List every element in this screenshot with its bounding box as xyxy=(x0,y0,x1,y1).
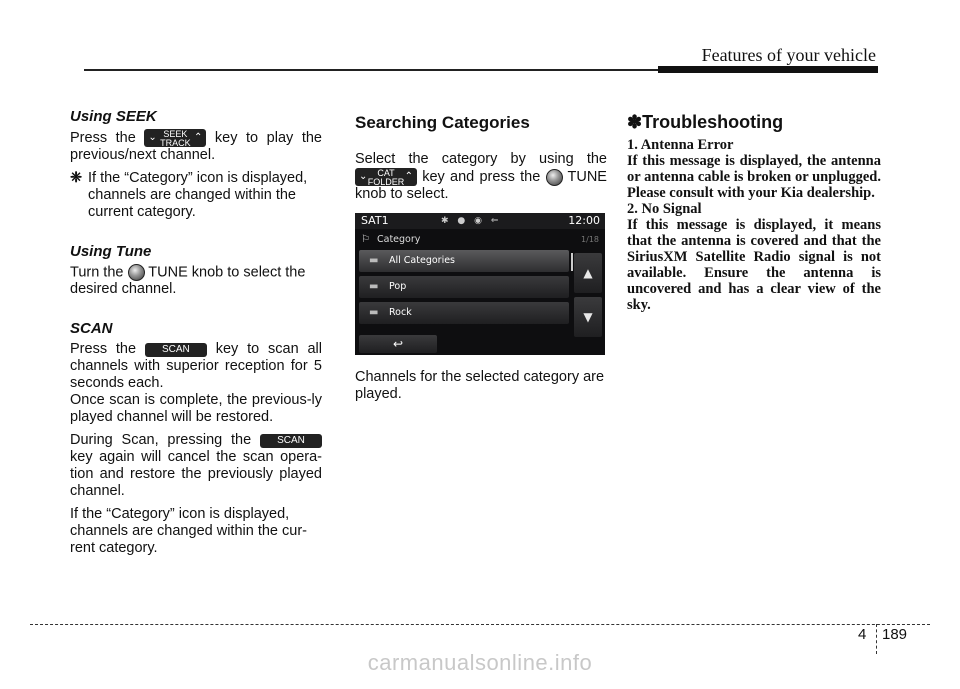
cat-key-top: CAT xyxy=(377,168,395,178)
scan-text-e: key again will cancel the scan opera-tion and restore the previously played channel. xyxy=(70,449,322,500)
seek-text-b: key to play the previous/next channel. xyxy=(70,129,322,163)
scan-text-d: During Scan, pressing the xyxy=(70,432,252,449)
scan-category-paragraph: If the “Category” icon is displayed, channels are changed within the cur-rent category. xyxy=(70,506,307,557)
note-mark-icon: ❈ xyxy=(70,170,83,186)
seek-key-top: SEEK xyxy=(163,129,188,139)
category-text-b: key and press the xyxy=(422,168,541,185)
tune-text-a: Turn the xyxy=(70,264,124,281)
screen-list-item-label: Pop xyxy=(389,281,407,292)
scan-text-c: Once scan is complete, the previous-ly played channel will be restored. xyxy=(70,392,322,426)
status-icons: ✱ ● ◉ ⇐ xyxy=(441,216,502,226)
scan-key-icon-2: SCAN xyxy=(260,434,322,448)
header-title: Features of your vehicle xyxy=(701,45,876,65)
scan-heading: SCAN xyxy=(70,320,113,338)
troubleshooting-heading xyxy=(627,114,881,131)
antenna-error-text: If this message is displayed, the antenna or antenna cable is broken or unplugged. Please consult with your Kia dealership. xyxy=(627,153,881,201)
column-middle xyxy=(355,108,607,409)
folder-icon: ▬ xyxy=(369,281,379,292)
category-tag-icon: ⚐ xyxy=(361,234,370,245)
back-arrow-icon: ↩ xyxy=(359,335,437,353)
radio-screen-image xyxy=(355,213,605,355)
screen-band: SAT1 xyxy=(361,214,389,227)
scan-key-icon: SCAN xyxy=(145,343,207,357)
screen-list-item xyxy=(359,276,569,298)
cat-key-bottom: FOLDER xyxy=(367,177,405,187)
screen-time: 12:00 xyxy=(568,214,600,227)
no-signal-title: 2. No Signal xyxy=(627,201,702,217)
scan-text-a: Press the xyxy=(70,341,137,358)
scan-text-b: key to scan all channels with superior reception for 5 seconds each. xyxy=(70,341,322,392)
footer-rule xyxy=(30,624,930,625)
screen-status-bar xyxy=(355,213,605,229)
screen-list-item-label: Rock xyxy=(389,307,412,318)
no-signal-text: If this message is displayed, it means that the antenna is covered and that the SiriusXM Satellite Radio signal is not available. Ensure the antenna is uncovered and has a clear view of the sky. xyxy=(627,217,881,313)
seek-note xyxy=(70,170,322,221)
screen-scrollbar xyxy=(571,253,573,271)
screen-page-indicator: 1/18 xyxy=(581,235,599,244)
page-number: 189 xyxy=(882,626,908,643)
tune-knob-icon xyxy=(128,264,145,281)
tune-text-b: TUNE knob to select the desired channel. xyxy=(70,264,306,298)
seek-paragraph xyxy=(70,129,322,164)
watermark: carmanualsonline.info xyxy=(367,650,593,675)
troubleshooting-mark-icon: ✽ xyxy=(627,112,643,132)
tune-knob-icon-2 xyxy=(546,169,563,186)
seek-heading: Using SEEK xyxy=(70,108,157,125)
chapter-number: 4 xyxy=(858,626,867,643)
screen-caption: Channels for the selected category are played. xyxy=(355,369,605,402)
seek-note-text: If the “Category” icon is displayed, channels are changed within the current category. xyxy=(88,170,308,220)
antenna-error-title: 1. Antenna Error xyxy=(627,137,734,153)
screen-list-item xyxy=(359,250,569,272)
screen-list-item-label: All Categories xyxy=(389,255,456,266)
scan-cancel-paragraph xyxy=(70,432,322,500)
folder-icon: ▬ xyxy=(369,255,379,266)
category-paragraph xyxy=(355,151,607,203)
screen-category-label: Category xyxy=(377,234,421,245)
seek-text-a: Press the xyxy=(70,129,136,146)
troubleshooting-title: Troubleshooting xyxy=(642,112,784,132)
screen-list-item xyxy=(359,302,569,324)
folder-icon: ▬ xyxy=(369,307,379,318)
tune-heading: Using Tune xyxy=(70,243,152,260)
scroll-up-arrow-icon: ▲ xyxy=(574,253,602,293)
troubleshooting-body xyxy=(627,137,881,313)
page-header xyxy=(0,0,960,80)
screen-category-row xyxy=(359,232,603,248)
category-text-a: Select the category by using the xyxy=(355,151,607,167)
seek-track-key-icon: ⌄ SEEK TRACK ⌃ xyxy=(144,129,206,147)
searching-categories-heading: Searching Categories xyxy=(355,113,530,132)
seek-key-bottom: TRACK xyxy=(160,138,191,148)
column-left xyxy=(70,108,322,563)
category-text-c: TUNE knob to select. xyxy=(355,168,607,202)
scroll-down-arrow-icon: ▼ xyxy=(574,297,602,337)
tune-paragraph xyxy=(70,264,322,298)
cat-folder-key-icon: ⌄ CAT FOLDER ⌃ xyxy=(355,168,417,186)
column-right xyxy=(627,108,881,313)
header-tab-bar xyxy=(658,66,878,73)
scan-paragraph xyxy=(70,341,322,426)
